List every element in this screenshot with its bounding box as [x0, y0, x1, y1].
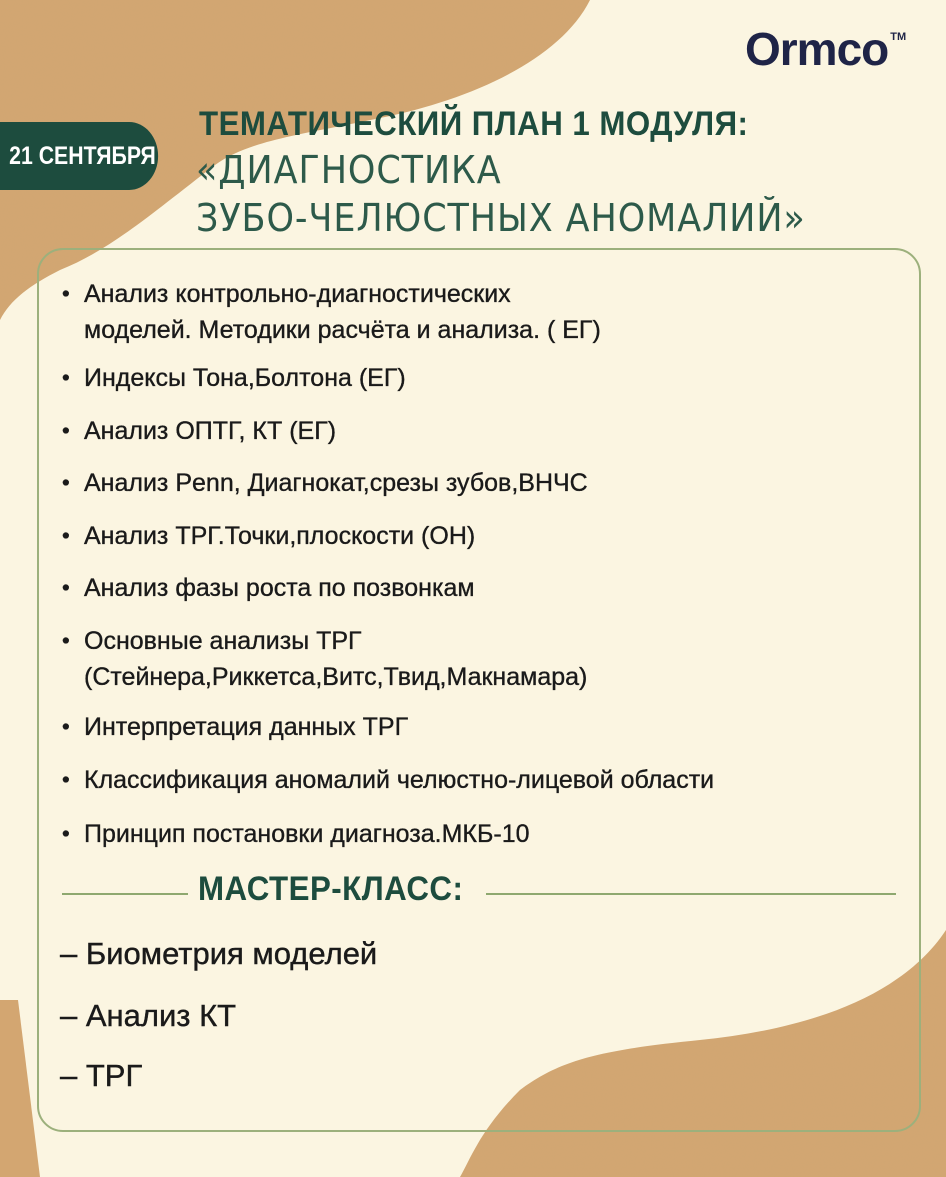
- topic-line: Классификация аномалий челюстно-лицевой области: [84, 766, 715, 794]
- date-badge: [0, 122, 158, 190]
- bullet-icon: •: [62, 821, 70, 846]
- bullet-icon: •: [62, 575, 70, 600]
- topic-line: Анализ ОПТГ, КТ (ЕГ): [84, 417, 337, 445]
- list-item: [60, 413, 920, 449]
- topic-line: Интерпретация данных ТРГ: [84, 713, 409, 741]
- topic-line: Индексы Тона,Болтона (ЕГ): [84, 364, 406, 392]
- master-class-item: – Биометрия моделей: [60, 936, 378, 971]
- divider-left: [62, 893, 188, 895]
- heading-line-2: «ДИАГНОСТИКА: [196, 148, 502, 192]
- list-item: [60, 518, 920, 554]
- bullet-icon: •: [62, 523, 70, 548]
- ormco-logo: [745, 23, 907, 75]
- topic-line: Анализ ТРГ.Точки,плоскости (ОН): [84, 522, 476, 550]
- bullet-icon: •: [62, 628, 70, 653]
- trademark-mark: TM: [890, 31, 907, 43]
- topic-line: Анализ Penn, Диагнокат,срезы зубов,ВНЧС: [84, 469, 588, 497]
- list-item: [60, 276, 920, 348]
- topic-line: Принцип постановки диагноза.МКБ-10: [84, 820, 530, 848]
- master-class-item: – ТРГ: [60, 1058, 143, 1093]
- bullet-icon: •: [62, 281, 70, 306]
- list-item: [60, 762, 920, 798]
- master-class-title: МАСТЕР-КЛАСС:: [198, 870, 464, 908]
- heading-line-3: ЗУБО-ЧЕЛЮСТНЫХ АНОМАЛИЙ»: [196, 196, 806, 240]
- list-item: [60, 570, 920, 606]
- list-item: [60, 816, 920, 852]
- topic-line: Основные анализы ТРГ: [84, 627, 362, 655]
- date-badge-label: 21 СЕНТЯБРЯ: [9, 141, 156, 170]
- logo-text: Ormco: [745, 23, 889, 75]
- topic-line: (Стейнера,Риккетса,Витс,Твид,Макнамара): [84, 663, 588, 691]
- bullet-icon: •: [62, 365, 70, 390]
- topic-line: Анализ фазы роста по позвонкам: [84, 574, 475, 602]
- bullet-icon: •: [62, 418, 70, 443]
- topic-line: моделей. Методики расчёта и анализа. ( ЕГ): [84, 316, 601, 344]
- list-item: [60, 465, 920, 501]
- list-item: [60, 623, 920, 695]
- divider-right: [486, 893, 896, 895]
- list-item: [60, 360, 920, 396]
- heading-line-1: ТЕМАТИЧЕСКИЙ ПЛАН 1 МОДУЛЯ:: [199, 105, 749, 143]
- bullet-icon: •: [62, 714, 70, 739]
- list-item: [60, 709, 920, 745]
- topic-line: Анализ контрольно-диагностических: [84, 280, 511, 308]
- bullet-icon: •: [62, 470, 70, 495]
- bullet-icon: •: [62, 767, 70, 792]
- master-class-item: – Анализ КТ: [60, 998, 237, 1033]
